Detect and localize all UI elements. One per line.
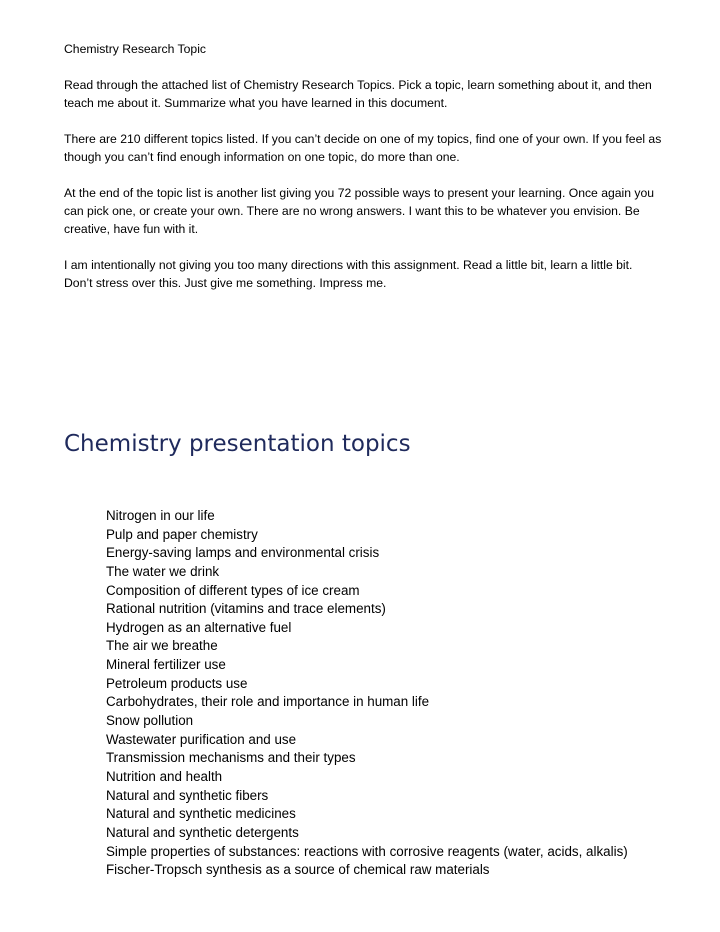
list-item-text: Pulp and paper chemistry <box>106 526 258 542</box>
list-item-text: Energy-saving lamps and environmental crisis <box>106 545 380 561</box>
list-item-text: The air we breathe <box>106 638 218 654</box>
list-item-text: Hydrogen as an alternative fuel <box>106 619 292 635</box>
topics-heading: Chemistry presentation topics <box>64 431 411 457</box>
intro-section <box>64 40 664 310</box>
intro-paragraph-2: There are 210 different topics listed. If you can’t decide on one of my topics, find one of your own. If you feel as though you can’t find enough information on one topic, do more than one. <box>64 132 662 164</box>
list-item-text: Simple properties of substances: reactions with corrosive reagents (water, acids, alkalis) <box>106 843 628 859</box>
list-item-text: Nutrition and health <box>106 768 223 784</box>
list-item-text: Natural and synthetic detergents <box>106 824 299 840</box>
list-item-text: Wastewater purification and use <box>106 731 297 747</box>
list-item-text: Composition of different types of ice cream <box>106 582 360 598</box>
intro-paragraph-1: Read through the attached list of Chemistry Research Topics. Pick a topic, learn something about it, and then teach me about it. Summarize what you have learned in this document. <box>64 78 652 110</box>
list-item-text: The water we drink <box>106 563 220 579</box>
list-item-text: Nitrogen in our life <box>106 508 215 523</box>
list-item-text: Natural and synthetic fibers <box>106 787 269 803</box>
document-title-line: Chemistry Research Topic <box>64 42 207 56</box>
list-item-text: Petroleum products use <box>106 675 248 691</box>
list-item-text: Rational nutrition (vitamins and trace elements) <box>106 601 386 617</box>
list-item-text: Transmission mechanisms and their types <box>106 750 356 766</box>
list-item-text: Mineral fertilizer use <box>106 657 226 673</box>
list-item-text: Carbohydrates, their role and importance in human life <box>106 694 430 710</box>
list-item-text: Snow pollution <box>106 713 194 729</box>
list-item-text: Natural and synthetic medicines <box>106 806 296 822</box>
intro-paragraph-3: At the end of the topic list is another list giving you 72 possible ways to present your learning. Once again you can pick one, or create your own. There are no wrong answers. I want this to be whatever you envision. Be creative, have fun with it. <box>64 186 655 236</box>
list-item-text: Fischer-Tropsch synthesis as a source of chemical raw materials <box>106 862 490 878</box>
intro-paragraph-4: I am intentionally not giving you too many directions with this assignment. Read a little bit, learn a little bit. Don’t stress over this. Just give me something. Impress me. <box>64 258 633 290</box>
